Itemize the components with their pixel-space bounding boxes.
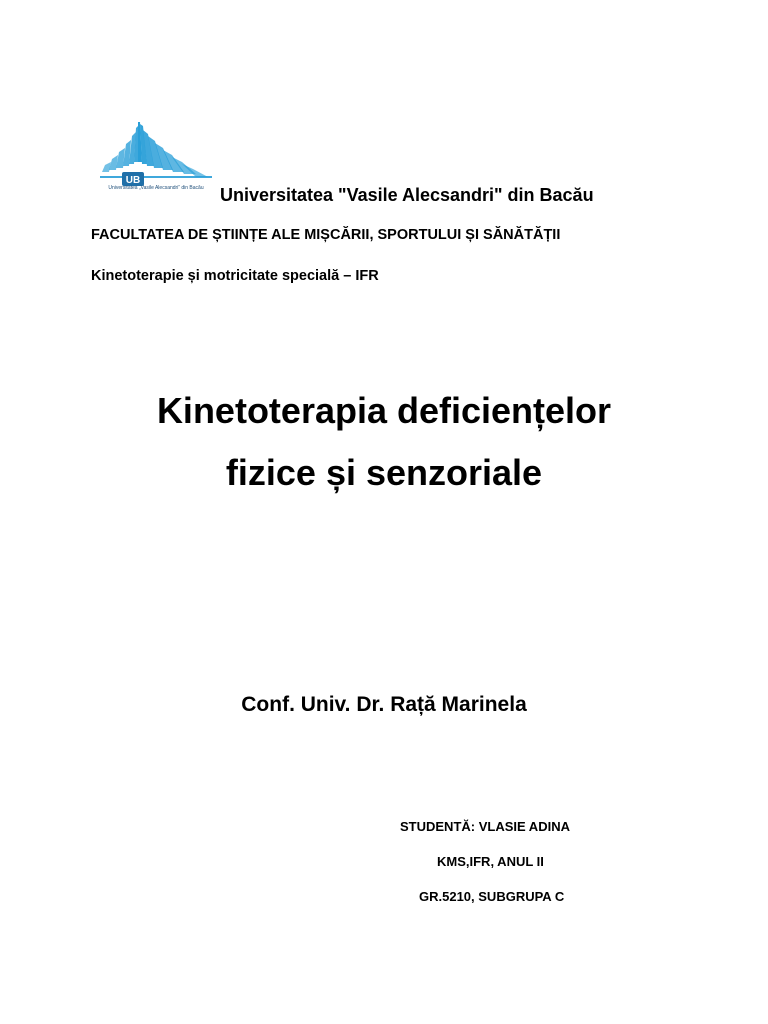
student-name: STUDENTĂ: VLASIE ADINA	[400, 819, 570, 834]
faculty-name: FACULTATEA DE ȘTIINȚE ALE MIȘCĂRII, SPORTULUI ȘI SĂNĂTĂȚII	[91, 227, 561, 243]
specialization-name: Kinetoterapie și motricitate specială – IFR	[91, 268, 379, 284]
document-title-line-1: Kinetoterapia deficiențelor	[156, 390, 612, 431]
professor-name: Conf. Univ. Dr. Rață Marinela	[241, 693, 527, 716]
student-program: KMS,IFR, ANUL II	[437, 854, 544, 869]
university-name: Universitatea "Vasile Alecsandri" din Bacău	[220, 185, 594, 205]
logo-caption: Universitatea „Vasile Alecsandri” din Bacău	[108, 185, 204, 191]
student-group: GR.5210, SUBGRUPA C	[419, 889, 565, 904]
svg-text:UB: UB	[125, 175, 141, 186]
document-title-line-2: fizice și senzoriale	[225, 452, 543, 493]
